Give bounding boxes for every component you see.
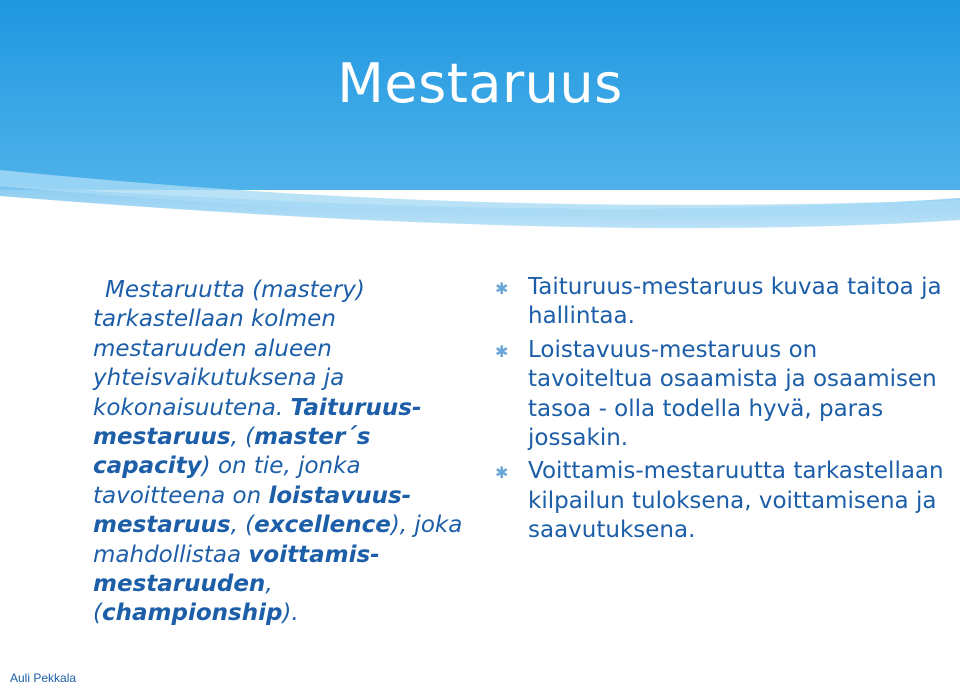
bullet-text: Loistavuus-mestaruus on tavoiteltua osaamista ja osaamisen tasoa - olla todella hyvä, paras jossakin. xyxy=(528,336,937,452)
intro-text: ), joka mahdollistaa xyxy=(93,512,463,568)
term-championship: championship xyxy=(101,600,283,627)
term-masters-capacity: master´s capacity xyxy=(93,424,371,480)
term-voittamis: voittamis-mestaruuden xyxy=(93,541,380,598)
bullet-text: Voittamis-mestaruutta tarkastellaan kilpailun tuloksena, voittamisena ja saavutuksena. xyxy=(528,458,944,544)
bullet-text: Taituruus-mestaruus kuvaa taitoa ja hallintaa. xyxy=(528,274,942,330)
bullet-list xyxy=(495,273,945,550)
intro-text: Mestaruutta (mastery) tarkastellaan kolmen mestaruuden alueen yhteisvaikutuksena ja kokonaisuutena. xyxy=(93,277,365,421)
slide-title: Mestaruus xyxy=(337,52,623,115)
list-item xyxy=(495,457,945,545)
term-loistavuus: loistavuus-mestaruus xyxy=(93,482,412,539)
intro-text: , ( xyxy=(230,512,255,539)
intro-text: ). xyxy=(282,600,299,627)
intro-text: ) on tie, jonka tavoitteena on xyxy=(93,453,361,509)
footer-author: Auli Pekkala xyxy=(10,671,77,685)
asterisk-bullet-icon: ✱ xyxy=(495,341,509,361)
intro-text: , ( xyxy=(230,424,255,451)
intro-text: , ( xyxy=(93,571,273,627)
term-excellence: excellence xyxy=(254,512,391,539)
list-item xyxy=(495,336,945,454)
asterisk-bullet-icon: ✱ xyxy=(495,279,509,298)
term-taituruus: Taituruus-mestaruus xyxy=(93,394,422,451)
intro-paragraph xyxy=(93,276,465,629)
asterisk-bullet-icon: ✱ xyxy=(495,463,509,483)
header-band xyxy=(0,0,960,240)
list-item xyxy=(495,273,945,332)
